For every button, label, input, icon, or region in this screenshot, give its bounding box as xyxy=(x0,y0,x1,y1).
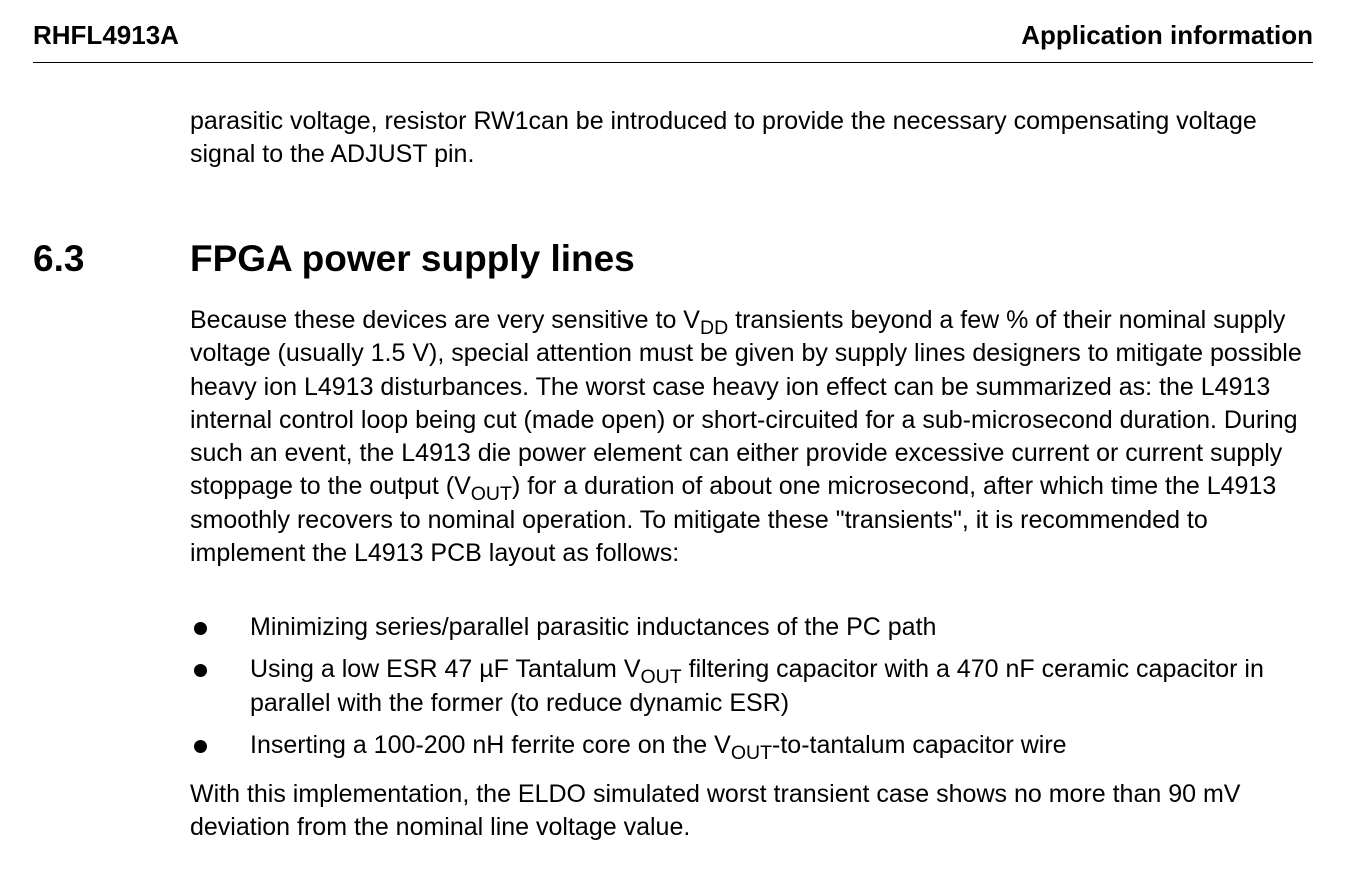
list-item-text: Using a low ESR 47 µF Tantalum V xyxy=(250,655,641,684)
section-body-paragraph xyxy=(190,304,1320,570)
section-title: FPGA power supply lines xyxy=(190,238,635,279)
bullet-icon xyxy=(194,664,207,677)
list-item-text: -to-tantalum capacitor wire xyxy=(772,730,1067,759)
closing-paragraph: With this implementation, the ELDO simulated worst transient case shows no more than 90 mV deviation from the nominal line voltage value. xyxy=(190,780,1241,842)
bullet-list xyxy=(190,611,1320,771)
paragraph-text: Because these devices are very sensitive to V xyxy=(190,306,700,334)
section-number: 6.3 xyxy=(33,238,85,279)
list-item-text: Minimizing series/parallel parasitic inductances of the PC path xyxy=(250,613,937,641)
paragraph-text: ) for a duration of about one microsecond, after which time the L4913 smoothly recovers to nominal operation. To mitigate these "transients", it is recommended to implement the L4913 PCB layout as follows: xyxy=(190,472,1277,568)
bullet-icon xyxy=(194,622,207,635)
bullet-icon xyxy=(194,740,207,753)
list-item xyxy=(190,653,1320,720)
list-item xyxy=(190,611,1320,644)
list-item xyxy=(190,729,1320,762)
intro-paragraph: parasitic voltage, resistor RW1can be introduced to provide the necessary compensating voltage signal to the ADJUST pin. xyxy=(190,107,1257,169)
subscript-out: OUT xyxy=(730,741,773,764)
chapter-title: Application information xyxy=(1021,20,1313,50)
subscript-out: OUT xyxy=(640,666,682,689)
paragraph-text: transients beyond a few % of their nominal supply voltage (usually 1.5 V), special attention must be given by supply lines designers to mitigate possible heavy ion L4913 disturbances. The worst case heavy ion effect can be summarized as: the L4913 internal control loop being cut (made open) or short-circuited for a sub-microsecond duration. During such an event, the L4913 die power element can either provide excessive current or current supply stoppage to the output (V xyxy=(190,306,1302,501)
document-id: RHFL4913A xyxy=(33,20,179,50)
subscript-dd: DD xyxy=(700,316,729,339)
list-item-text: filtering capacitor with a 470 nF ceramic capacitor in parallel with the former (to reduce dynamic ESR) xyxy=(250,655,1264,717)
list-item-text: Inserting a 100-200 nH ferrite core on the V xyxy=(250,730,731,759)
page-header xyxy=(33,18,1313,63)
subscript-out: OUT xyxy=(470,483,512,506)
